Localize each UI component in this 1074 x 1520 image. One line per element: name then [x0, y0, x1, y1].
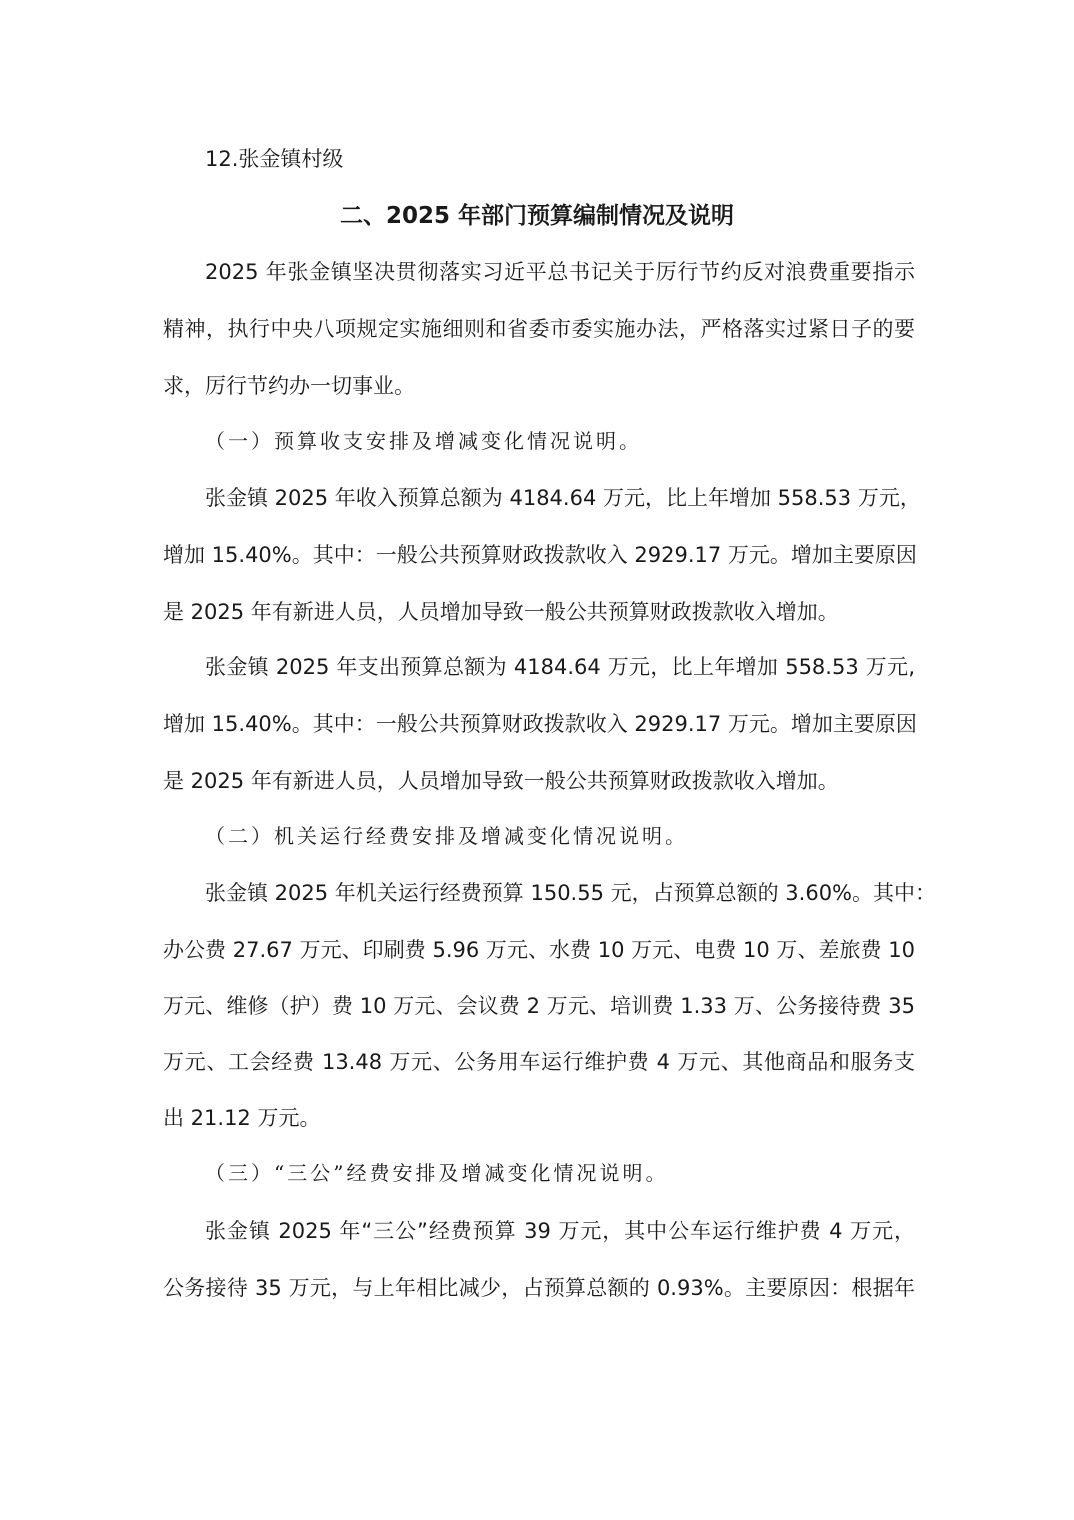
intro-line-1: 2025 年张金镇坚决贯彻落实习近平总书记关于厉行节约反对浪费重要指示: [205, 260, 915, 284]
list-item-12: 12.张金镇村级: [205, 147, 344, 171]
expense-line-1: 张金镇 2025 年支出预算总额为 4184.64 万元，比上年增加 558.53 万元,: [205, 655, 915, 679]
income-line-1: 张金镇 2025 年收入预算总额为 4184.64 万元，比上年增加 558.53 万元，: [205, 486, 921, 510]
expense-line-2: 增加 15.40%。其中：一般公共预算财政拨款收入 2929.17 万元。增加主要原因: [163, 712, 917, 736]
intro-line-3: 求，厉行节约办一切事业。: [163, 374, 415, 398]
subsection-3-title: （三）“三公”经费安排及增减变化情况说明。: [205, 1161, 669, 1185]
operating-cost-line-1: 张金镇 2025 年机关运行经费预算 150.55 元，占预算总额的 3.60%。其中：: [205, 881, 937, 905]
operating-cost-line-4: 万元、工会经费 13.48 万元、公务用车运行维护费 4 万元、其他商品和服务支: [163, 1050, 915, 1074]
operating-cost-line-2: 办公费 27.67 万元、印刷费 5.96 万元、水费 10 万元、电费 10 万、差旅费 10: [163, 938, 915, 962]
intro-line-2: 精神，执行中央八项规定实施细则和省委市委实施办法，严格落实过紧日子的要: [163, 317, 915, 341]
three-public-line-2: 公务接待 35 万元，与上年相比减少，占预算总额的 0.93%。主要原因：根据年: [163, 1276, 915, 1300]
income-line-2: 增加 15.40%。其中：一般公共预算财政拨款收入 2929.17 万元。增加主要原因: [163, 543, 917, 567]
subsection-1-title: （一）预算收支安排及增减变化情况说明。: [205, 429, 642, 453]
operating-cost-line-3: 万元、维修（护）费 10 万元、会议费 2 万元、培训费 1.33 万、公务接待费 35: [163, 994, 915, 1018]
operating-cost-line-5: 出 21.12 万元。: [163, 1106, 321, 1130]
subsection-2-title: （二）机关运行经费安排及增减变化情况说明。: [205, 824, 688, 848]
three-public-line-1: 张金镇 2025 年“三公”经费预算 39 万元，其中公车运行维护费 4 万元，: [205, 1219, 915, 1243]
expense-line-3: 是 2025 年有新进人员，人员增加导致一般公共预算财政拨款收入增加。: [163, 769, 839, 793]
income-line-3: 是 2025 年有新进人员，人员增加导致一般公共预算财政拨款收入增加。: [163, 600, 839, 624]
section-title: 二、2025 年部门预算编制情况及说明: [339, 203, 735, 229]
